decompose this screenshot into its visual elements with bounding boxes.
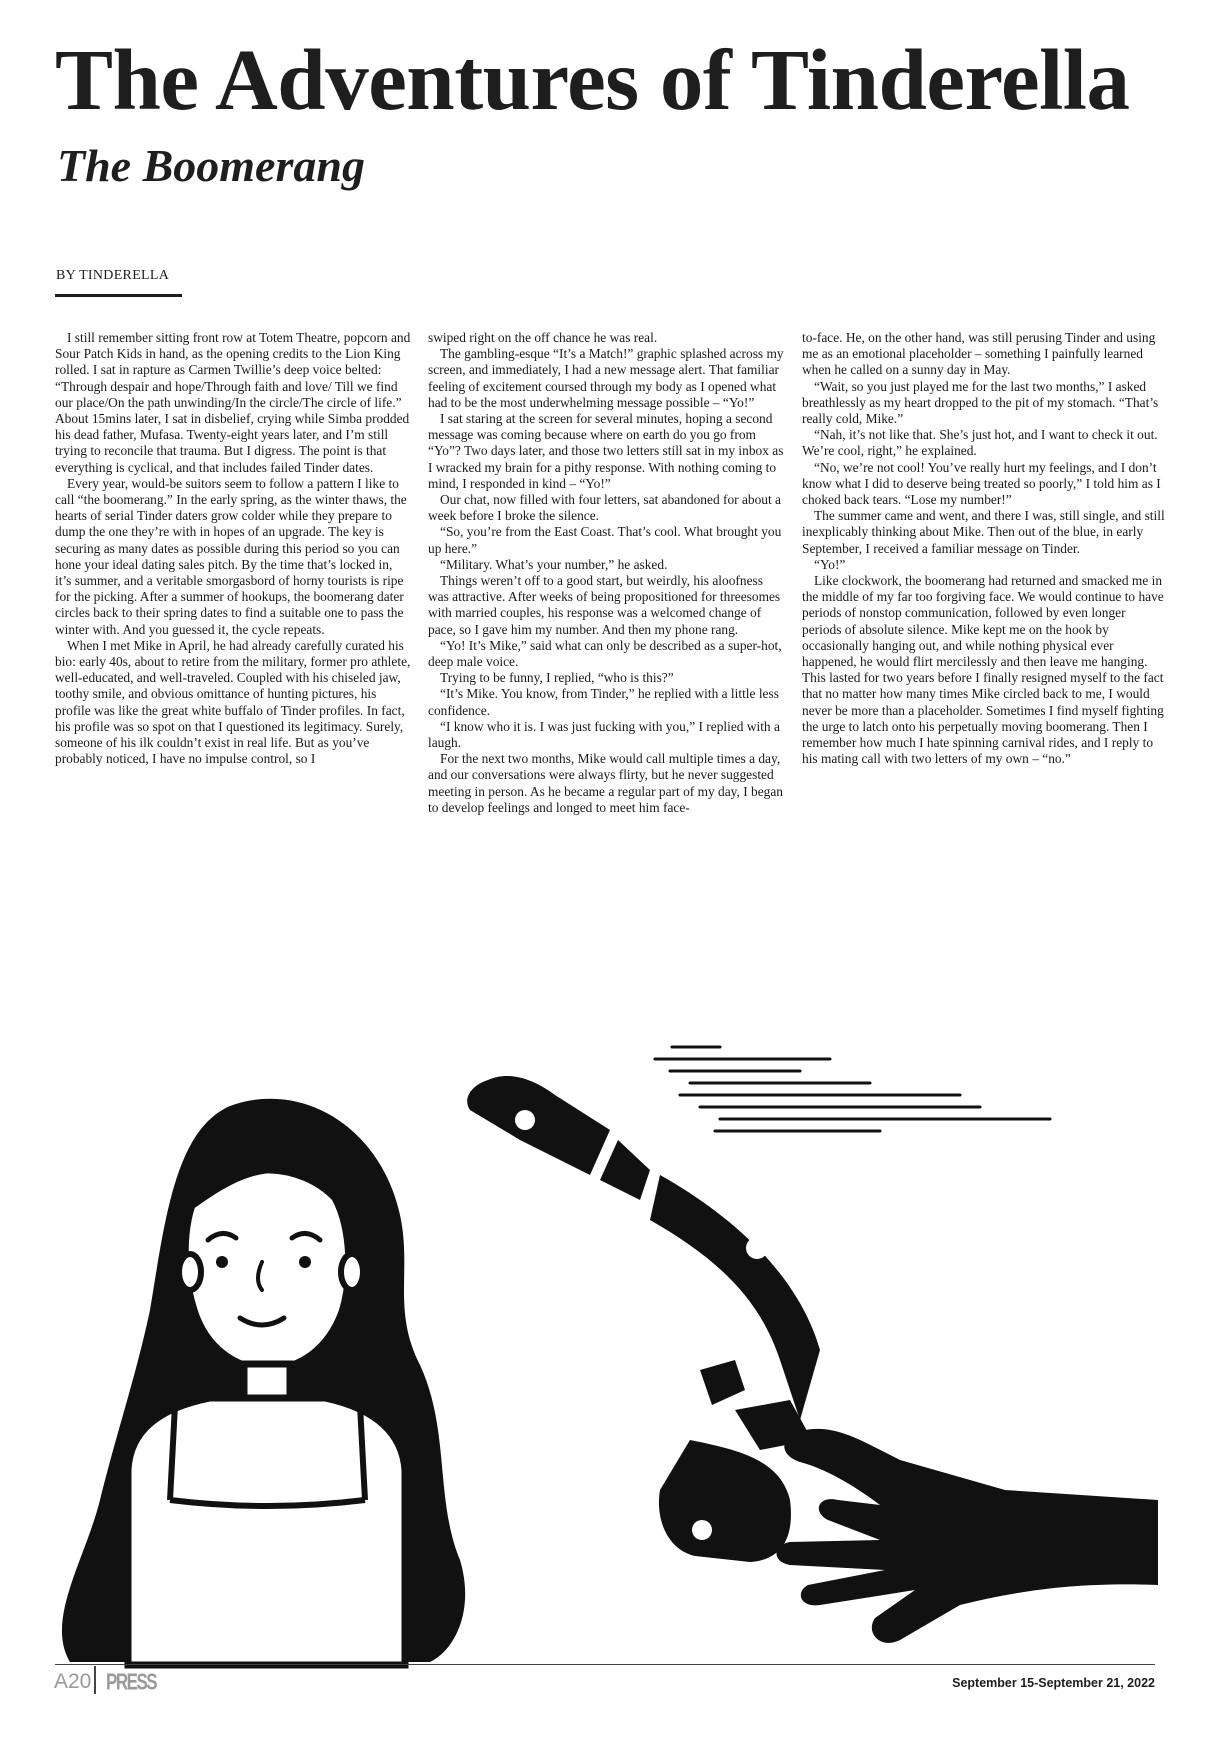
article-paragraph: swiped right on the off chance he was real. — [428, 330, 658, 345]
article-paragraph: I still remember sitting front row at Totem Theatre, popcorn and Sour Patch Kids in hand, as the opening credits to the Lion King rolled. I sat in rapture as Carmen Twillie’s deep voice belted: “Through despair and hope/Through faith and love/ Till we find our place/On the path unwinding/In the circle/The circle of life.” About 15mins later, I sat in disbelief, crying while Simba prodded his dead father, Mufasa. Twenty-eight years later, and I’m still trying to reconcile that trauma. But I digress. The point is that everything is cyclical, and that includes failed Tinder dates. — [55, 330, 411, 475]
hand-icon — [777, 1429, 1159, 1643]
article-paragraph: “So, you’re from the East Coast. That’s cool. What brought you up here.” — [428, 524, 782, 556]
article-paragraph: Trying to be funny, I replied, “who is this?” — [440, 670, 674, 686]
article-paragraph: “Yo! It’s Mike,” said what can only be described as a super-hot, deep male voice. — [428, 637, 782, 670]
woman-icon — [62, 1099, 465, 1665]
article-column-1 — [55, 330, 411, 767]
article-paragraph: Every year, would-be suitors seem to follow a pattern I like to call “the boomerang.” In the early spring, as the winter thaws, the hearts of serial Tinder daters grow colder while they prepare to dump the one they’re with in hopes of an upgrade. The key is securing as many dates as possible during this period so you can hone your ideal dating sales pitch. By the time that’s locked in, it’s summer, and a veritable smorgasbord of horny tourists is ripe for the picking. After a summer of hookups, the boomerang dater circles back to their spring dates to find a suitable one to pass the winter with. And you guessed it, the cycle repeats. — [55, 475, 407, 637]
page-number: A20 — [54, 1670, 92, 1693]
footer-divider — [94, 1666, 96, 1694]
article-paragraph: When I met Mike in April, he had already carefully curated his bio: early 40s, about to retire from the military, former pro athlete, well-educated, and well-traveled. Coupled with his chiseled jaw, toothy smile, and obvious omittance of hunting pictures, his profile was like the great white buffalo of Tinder profiles. In fact, his profile was so spot on that I questioned its legitimacy. Surely, someone of his ilk couldn’t exist in real life. But as you’ve probably noticed, I have no impulse control, so I — [55, 637, 411, 767]
article-paragraph: “Yo!” — [814, 556, 846, 572]
article-paragraph: to-face. He, on the other hand, was still perusing Tinder and using me as an emotional placeholder – something I painfully learned when he called on a sunny day in May. — [802, 330, 1156, 378]
byline-rule — [55, 294, 182, 297]
article-paragraph: “Nah, it’s not like that. She’s just hot, and I want to check it out. We’re cool, right,” he explained. — [802, 427, 1158, 459]
article-title: The Adventures of Tinderella — [55, 31, 1130, 128]
article-paragraph: Our chat, now filled with four letters, sat abandoned for about a week before I broke the silence. — [428, 492, 781, 524]
article-column-3 — [802, 330, 1166, 767]
boomerang-icon — [467, 1076, 820, 1562]
issue-date: September 15-September 21, 2022 — [952, 1676, 1155, 1690]
article-paragraph: The summer came and went, and there I was, still single, and still inexplicably thinking about Mike. Then out of the blue, in early September, I received a familiar message on Tinder. — [802, 508, 1165, 556]
article-paragraph: For the next two months, Mike would call multiple times a day, and our conversations were always flirty, but he never suggested meeting in person. As he became a regular part of my day, I began to develop feelings and longed to meet him face- — [428, 751, 783, 815]
article-subtitle: The Boomerang — [57, 140, 365, 191]
illustration — [0, 1020, 1210, 1670]
article-paragraph: “Wait, so you just played me for the last two months,” I asked breathlessly as my heart dropped to the pit of my stomach. “That’s really cold, Mike.” — [802, 378, 1159, 427]
motion-lines — [655, 1047, 1050, 1131]
byline: BY TINDERELLA — [56, 268, 170, 283]
article-paragraph: “Military. What’s your number,” he asked. — [440, 556, 668, 572]
article-column-2 — [428, 330, 784, 816]
article-paragraph: Things weren’t off to a good start, but weirdly, his aloofness was attractive. After weeks of being propositioned for threesomes with married couples, his response was a welcomed change of pace, so I gave him my number. And then my phone rang. — [428, 573, 781, 637]
article-paragraph: “No, we’re not cool! You’ve really hurt my feelings, and I don’t know what I did to deserve being treated so poorly,” I told him as I choked back tears. “Lose my number!” — [802, 459, 1161, 508]
article-paragraph: “I know who it is. I was just fucking with you,” I replied with a laugh. — [428, 718, 780, 751]
article-paragraph: I sat staring at the screen for several minutes, hoping a second message was coming because where on earth do you go from “Yo”? Two days later, and those two letters still sat in my inbox as I wracked my brain for a pithy response. With nothing coming to mind, I responded in kind – “Yo!” — [428, 411, 784, 491]
press-logo: PRESS — [106, 1669, 157, 1695]
article-paragraph: The gambling-esque “It’s a Match!” graphic splashed across my screen, and immediately, I had a new message alert. That familiar feeling of excitement coursed through my body as I opened what had to be the most underwhelming message possible – “Yo!” — [428, 346, 784, 410]
footer-rule — [55, 1664, 1155, 1665]
article-paragraph: Like clockwork, the boomerang had returned and smacked me in the middle of my far too forgiving face. We would continue to have periods of nonstop communication, followed by even longer periods of absolute silence. Mike kept me on the hook by occasionally hanging out, and while nothing physical ever happened, he would flirt mercilessly and then leave me hanging. This lasted for two years before I finally resigned myself to the fact that no matter how many times Mike circled back to me, I would never be more than a placeholder. Sometimes I find myself fighting the urge to latch onto his perpetually moving boomerang. Then I remember how much I hate spinning carnival rides, and I reply to his mating call with two letters of my own – “no.” — [802, 573, 1164, 767]
article-paragraph: “It’s Mike. You know, from Tinder,” he replied with a little less confidence. — [428, 686, 779, 718]
